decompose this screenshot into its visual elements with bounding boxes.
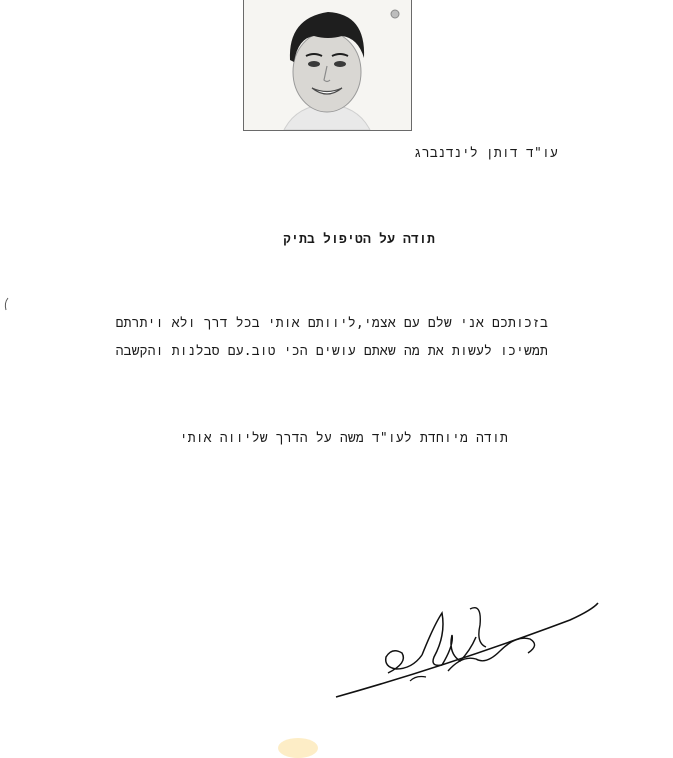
body-line-2: תמשיכו לעשות את מה שאתם עושים הכי טוב.עם סבלנות והקשבה: [115, 344, 548, 359]
margin-mark-icon: [2, 297, 10, 311]
portrait-photo: [243, 0, 412, 131]
letter-title: [0, 232, 673, 248]
handwritten-signature-icon: [330, 595, 600, 705]
body-line-1: בזכותכם אני שלם עם אצמי,ליוותם אותי בכל דרך ולא ויתרתם: [115, 316, 548, 331]
addressee-line: עו"ד דותן לינדנברג: [413, 146, 558, 161]
letter-title-text: תודה על הטיפול בתיק: [282, 232, 436, 247]
paper-stain: [278, 738, 318, 758]
portrait-icon: [244, 0, 411, 130]
special-thanks-line: תודה מיוחדת לעו"ד משה על הדרך שליווה אותי: [179, 431, 508, 446]
